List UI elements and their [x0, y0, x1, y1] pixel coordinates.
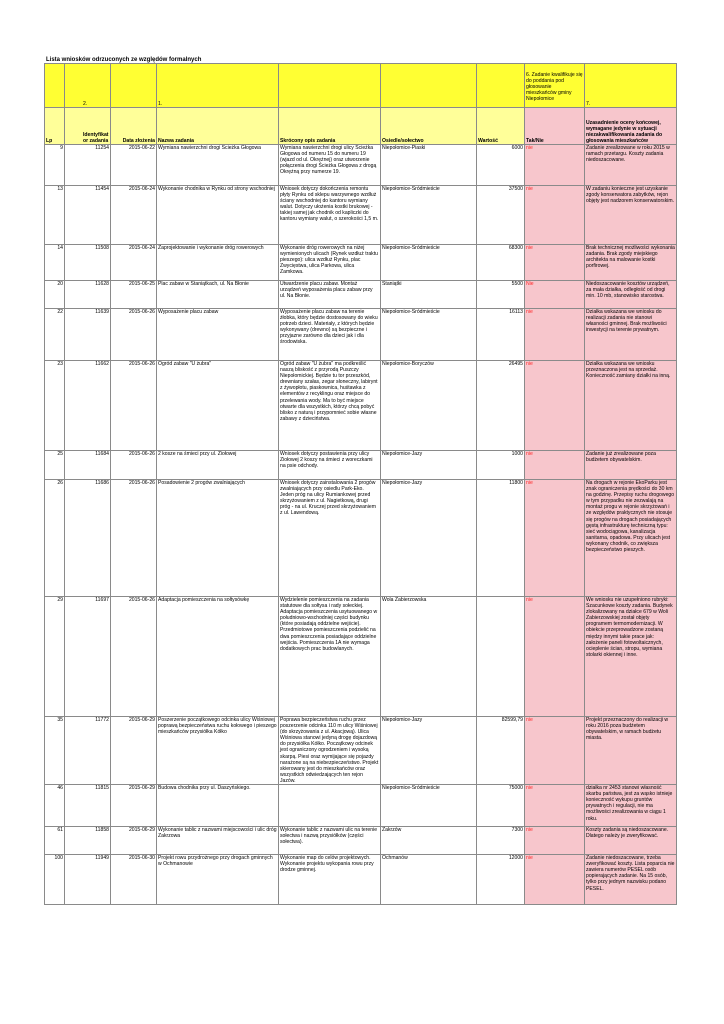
cell-id: 11686	[65, 480, 111, 597]
cell-date: 2015-06-26	[111, 361, 157, 451]
cell-name: Poszerzenie początkowego odcinka ulicy Wiśniowej poprawą bezpieczeństwa ruchu kołowego i pieszego mieszkańców przysiółka Kółko	[157, 717, 279, 785]
cell-desc: Wniosek dotyczy postawienia przy ulicy Ziołowej 2 koszy na śmieci z woreczkami na psie odchody.	[279, 451, 381, 480]
header-desc: Skrócony opis zadania	[279, 108, 381, 145]
table-row	[45, 186, 677, 245]
table-row	[45, 855, 677, 905]
cell-name: Posadowienie 2 progów zwalniających	[157, 480, 279, 597]
cell-date: 2015-06-24	[111, 245, 157, 281]
cell-area: Wola Zabierzowska	[381, 597, 477, 717]
cell-area: Niepołomice-Jazy	[381, 451, 477, 480]
table-row	[45, 827, 677, 855]
cell-id: 11254	[65, 145, 111, 186]
cell-reason: Brak technicznej możliwości wykonania zadania. Brak zgody miejskiego architekta na malowanie kostki porfirowej.	[585, 245, 677, 281]
cell-value: 82599,79	[477, 717, 525, 785]
cell-desc: Wymiana nawierzchni drogi ulicy Ścieżka Głogowa od numeru 15 do numeru 19 (wjazd od ul. Okrężnej) oraz utworzenie połączenia drogi Ścieżka Głogowa z drogą Okrężną przy numerze 19.	[279, 145, 381, 186]
cell-reason: Projekt przeznaczony do realizacji w roku 2016 poza budżetem obywatelskim, w ramach budżetu miasta.	[585, 717, 677, 785]
cell-id: 11508	[65, 245, 111, 281]
column-6-label: 6. Zadanie kwalifikuje się do poddania pod głosowanie mieszkańców gminy Niepołomice	[525, 64, 585, 108]
cell-lp: 46	[45, 785, 65, 827]
cell-value: 7300	[477, 827, 525, 855]
cell-desc: Utwardzenie placu zabaw. Montaż urządzeń wyposażenia placu zabaw przy ul. Na Błonie.	[279, 281, 381, 309]
cell-id: 11628	[65, 281, 111, 309]
header-date: Data złożenia	[111, 108, 157, 145]
cell-name: Adaptacja pomieszczenia na sołtysówkę	[157, 597, 279, 717]
cell-reason: Działka wskazana we wniosku do realizacji zadania nie stanowi własności gminnej. Brak możliwości inwestycji na terenie prywatnym.	[585, 309, 677, 361]
cell-value: 11800	[477, 480, 525, 597]
cell-desc: Wykonanie dróg rowerowych na niżej wymienionych ulicach (Rynek wzdłuż traktu pieszego): ulica wzdłuż Rynku, plac Zwycięstwa, ulica Parkowa, ulica Zamkowa.	[279, 245, 381, 281]
cell-yesno: nie	[525, 717, 585, 785]
cell-lp: 61	[45, 827, 65, 855]
cell-area: Niepołomice-Śródmieście	[381, 785, 477, 827]
cell-name: Plac zabaw w Staniątkach, ul. Na Błonie	[157, 281, 279, 309]
cell-name: Projekt rowu przydrożnego przy drogach gminnych w Ochmanowie	[157, 855, 279, 905]
cell-id: 11949	[65, 855, 111, 905]
cell-date: 2015-06-26	[111, 451, 157, 480]
cell-name: Wykonanie chodnika w Rynku od strony wschodniej	[157, 186, 279, 245]
cell-area: Niepołomice-Śródmieście	[381, 245, 477, 281]
cell-area: Niepołomice-Jazy	[381, 717, 477, 785]
cell-area: Ochmanów	[381, 855, 477, 905]
header-value: Wartość	[477, 108, 525, 145]
cell-desc: Wykonanie map do celów projektowych. Wykonanie projektu wykopania rowu przy drodze gminnej.	[279, 855, 381, 905]
cell-id: 11662	[65, 361, 111, 451]
cell-yesno: Nie	[525, 281, 585, 309]
cell-value: 6000	[477, 145, 525, 186]
cell-area: Zakrzów	[381, 827, 477, 855]
cell-yesno: nie	[525, 451, 585, 480]
cell-value: 75000	[477, 785, 525, 827]
sheet-title: Lista wniosków odrzuconych ze względów formalnych	[46, 57, 202, 63]
cell-desc: Wniosek dotyczy zainstalowania 2 progów zwalniających przy osiedlu Park-Eko. Jeden próg na ulicy Rumiankowej przed skrzyżowaniem z ul. Nagietkową, drugi próg - na ul. Kruczej przed skrzyżowaniem z ul. Lawendową.	[279, 480, 381, 597]
cell-desc: Wniosek dotyczy dokończenia remontu płyty Rynku od sklepu warzywnego wzdłuż ściany wschodniej do kantoru wymiany walut. Dotyczy ułożenia kostki brukowej - takiej samej jak chodnik od kapliczki do kantoru wymiany walut, o szerokości 1,5 m.	[279, 186, 381, 245]
cell-lp: 23	[45, 361, 65, 451]
cell-area: Niepołomice-Boryczów	[381, 361, 477, 451]
column-number-2: 2.	[65, 64, 111, 108]
cell-id: 11772	[65, 717, 111, 785]
cell-date: 2015-06-24	[111, 186, 157, 245]
cell-lp: 9	[45, 145, 65, 186]
cell-area: Niepołomice-Śródmieście	[381, 186, 477, 245]
cell-date: 2015-06-30	[111, 855, 157, 905]
cell-lp: 25	[45, 451, 65, 480]
cell-desc: Poprawa bezpieczeństwa ruchu przez poszerzenie odcinka 110 m ulicy Wiśniowej (do skrzyżowania z ul. Akacjową). Ulica Wiśniowa stanowi jedyną drogę dojazdową do przysiółka Kółko. Początkowy odcinek jest ograniczony ogrodzeniem i wysoką skarpą. Piesi oraz wymijające się pojazdy narażone są na niebezpieczeństwo. Projekt skierowany jest do mieszkańców oraz wszystkich odwiedzających ten rejon Jazów.	[279, 717, 381, 785]
cell-reason: Niedoszacowanie kosztów urządzeń, za mała działka, odległość od drogi min. 10 mb, stanowisko starostwa.	[585, 281, 677, 309]
cell-reason: Zadanie niedoszacowane, trzeba zweryfikować koszty. Lista poparcia nie zawiera numerów PESEL osób popierających zadanie. Na 15 osób, tylko przy jednym nazwisku podano PESEL.	[585, 855, 677, 905]
header-lp: Lp	[45, 108, 65, 145]
cell-reason: We wniosku nie uzupełniono rubryki: Szacunkowe koszty zadania. Budynek zlokalizowany na działce 679 w Woli Zabierzowskiej został objęty programem termomodernizacji. W obiekcie przeprowadzone zostaną między innymi takie prace jak: założenie paneli fotowoltaicznych, ocieplenie ścian, stropu, wymiana stolarki okiennej i inne.	[585, 597, 677, 717]
cell-reason: Zadanie już zrealizowane poza budżetem obywatelskim.	[585, 451, 677, 480]
cell-date: 2015-06-26	[111, 597, 157, 717]
cell-id: 11697	[65, 597, 111, 717]
cell-value: 5500	[477, 281, 525, 309]
cell-date: 2015-06-29	[111, 827, 157, 855]
table-row	[45, 245, 677, 281]
cell-id: 11639	[65, 309, 111, 361]
cell-name: Wymiana nawierzchni drogi Ścieżka Głogowa	[157, 145, 279, 186]
header-name: Nazwa zadania	[157, 108, 279, 145]
cell-value: 16113	[477, 309, 525, 361]
header-id: Identyfikator zadania	[65, 108, 111, 145]
cell-yesno: nie	[525, 245, 585, 281]
table-row	[45, 480, 677, 597]
cell-lp: 22	[45, 309, 65, 361]
cell-yesno: nie	[525, 145, 585, 186]
cell-id: 11815	[65, 785, 111, 827]
cell-lp: 100	[45, 855, 65, 905]
cell-lp: 29	[45, 597, 65, 717]
cell-date: 2015-06-29	[111, 785, 157, 827]
cell-name: 2 kosze na śmieci przy ul. Ziołowej	[157, 451, 279, 480]
cell-yesno: nie	[525, 597, 585, 717]
cell-name: Budowa chodnika przy ul. Daszyńskiego.	[157, 785, 279, 827]
table-row	[45, 717, 677, 785]
cell-area: Niepołomice-Śródmieście	[381, 309, 477, 361]
cell-lp: 35	[45, 717, 65, 785]
cell-date: 2015-06-25	[111, 281, 157, 309]
cell-name: Zaprojektowanie i wykonanie dróg rowerowych	[157, 245, 279, 281]
cell-desc: Ogród zabaw "U żubra" ma podkreślić naszą bliskość z przyrodą Puszczy Niepołomickiej. Będzie tu tor przeszkód, drewniany szałas, zegar słoneczny, labirynt z żywopłotu, piaskownica, huśtawka z elementów z recyklingu oraz miejsce do przelewania wody. Ma to być miejsce otwarte dla wszystkich, którzy chcą pobyć blisko z naturą i przypomnieć sobie własne zabawy z dzieciństwa.	[279, 361, 381, 451]
cell-id: 11684	[65, 451, 111, 480]
cell-reason: Koszty zadania są niedoszacowane. Dlatego należy je zweryfikować.	[585, 827, 677, 855]
cell-reason: działka nr 2453 stanowi własność skarbu państwa, jest za wąsko istnieje konieczność wykupu gruntów prywatnych i regulacji, nie ma możliwości zrealizowania w ciągu 1 roku.	[585, 785, 677, 827]
table-row	[45, 597, 677, 717]
cell-lp: 26	[45, 480, 65, 597]
cell-value: 26495	[477, 361, 525, 451]
cell-area: Niepołomice-Jazy	[381, 480, 477, 597]
header-row	[45, 108, 677, 145]
cell-value: 68300	[477, 245, 525, 281]
cell-value: 1000	[477, 451, 525, 480]
rejected-applications-table	[44, 63, 677, 905]
cell-lp: 14	[45, 245, 65, 281]
cell-name: Wyposażenie placu zabaw	[157, 309, 279, 361]
cell-area: Niepołomice-Piaski	[381, 145, 477, 186]
header-area: Osiedle/sołectwo	[381, 108, 477, 145]
cell-id: 11454	[65, 186, 111, 245]
column-number-7: 7.	[585, 64, 677, 108]
cell-lp: 20	[45, 281, 65, 309]
cell-reason: Na drogach w rejonie EkoParku jest znak ograniczenia prędkości do 30 km na godzinę. Przepisy ruchu drogowego w tym przypadku nie zezwalają na montaż progu w rejonie skrzyżowań i ze względów praktycznych nie stosuje się progów na drogach posiadających gęstą infrastrukturę techniczną typu: sieć wodociągowa, kanalizacja sanitarna, opadowa. Przy ulicach jest wykonany chodnik, co zwiększa bezpieczeństwo pieszych.	[585, 480, 677, 597]
cell-name: Ogród zabaw "U żubra"	[157, 361, 279, 451]
cell-date: 2015-06-29	[111, 717, 157, 785]
cell-value: 37500	[477, 186, 525, 245]
cell-desc: Wydzielenie pomieszczenia na zadania statutowe dla sołtysa i rady sołeckiej. Adaptacja pomieszczenia usytuowanego w południowo-wschodniej części budynku (które posiadają oddzielne wejście). Przedmiotowe pomieszczenia podzielić na dwa pomieszczenia posiadające oddzielne wejścia. Pomieszczenia 1A nie wymaga dodatkowych prac budowlanych.	[279, 597, 381, 717]
cell-desc: Wyposażenie placu zabaw na terenie żłobka, który będzie dostosowany do wieku potrzeb dzieci. Materiały, z których będzie wykonywany (drewno) są bezpieczne i przyjazne zarówno dla dzieci jak i dla środowiska.	[279, 309, 381, 361]
cell-value	[477, 597, 525, 717]
cell-yesno: nie	[525, 309, 585, 361]
cell-lp: 13	[45, 186, 65, 245]
cell-date: 2015-06-26	[111, 480, 157, 597]
cell-yesno: nie	[525, 361, 585, 451]
cell-date: 2015-06-22	[111, 145, 157, 186]
cell-reason: Działka wskazana we wniosku przeznaczona jest na sprzedaż. Konieczność zamiany działki na inną.	[585, 361, 677, 451]
table-row	[45, 145, 677, 186]
table-row	[45, 785, 677, 827]
cell-yesno: nie	[525, 855, 585, 905]
table-row	[45, 451, 677, 480]
column-number-1: 1.	[157, 64, 279, 108]
cell-id: 11858	[65, 827, 111, 855]
table-row	[45, 309, 677, 361]
table-row	[45, 281, 677, 309]
header-yesno: Tak/Nie	[525, 108, 585, 145]
cell-reason: W zadaniu konieczne jest uzyskanie zgody konserwatora zabytków, rejon objęty jest nadzorem konserwatorskim.	[585, 186, 677, 245]
cell-yesno: nie	[525, 186, 585, 245]
cell-yesno: nie	[525, 827, 585, 855]
cell-yesno: nie	[525, 480, 585, 597]
table-row	[45, 361, 677, 451]
cell-reason: Zadanie zrealizowane w roku 2015 w ramach przetargu. Koszty zadania niedoszacowane.	[585, 145, 677, 186]
cell-desc	[279, 785, 381, 827]
header-reason: Uzasadnienie oceny końcowej, wymagane jedynie w sytuacji niezakwalifikowania zadania do głosowania mieszkańców	[585, 108, 677, 145]
cell-name: Wykonanie tablic z nazwami miejscowości i ulic dróg Zakrzowa	[157, 827, 279, 855]
cell-area: Staniątki	[381, 281, 477, 309]
top-label-row	[45, 64, 677, 108]
cell-yesno: nie	[525, 785, 585, 827]
cell-date: 2015-06-26	[111, 309, 157, 361]
cell-desc: Wykonanie tablic z nazwami ulic na terenie sołectwa i nazwą przysiółków (części sołectwa).	[279, 827, 381, 855]
cell-value: 12000	[477, 855, 525, 905]
